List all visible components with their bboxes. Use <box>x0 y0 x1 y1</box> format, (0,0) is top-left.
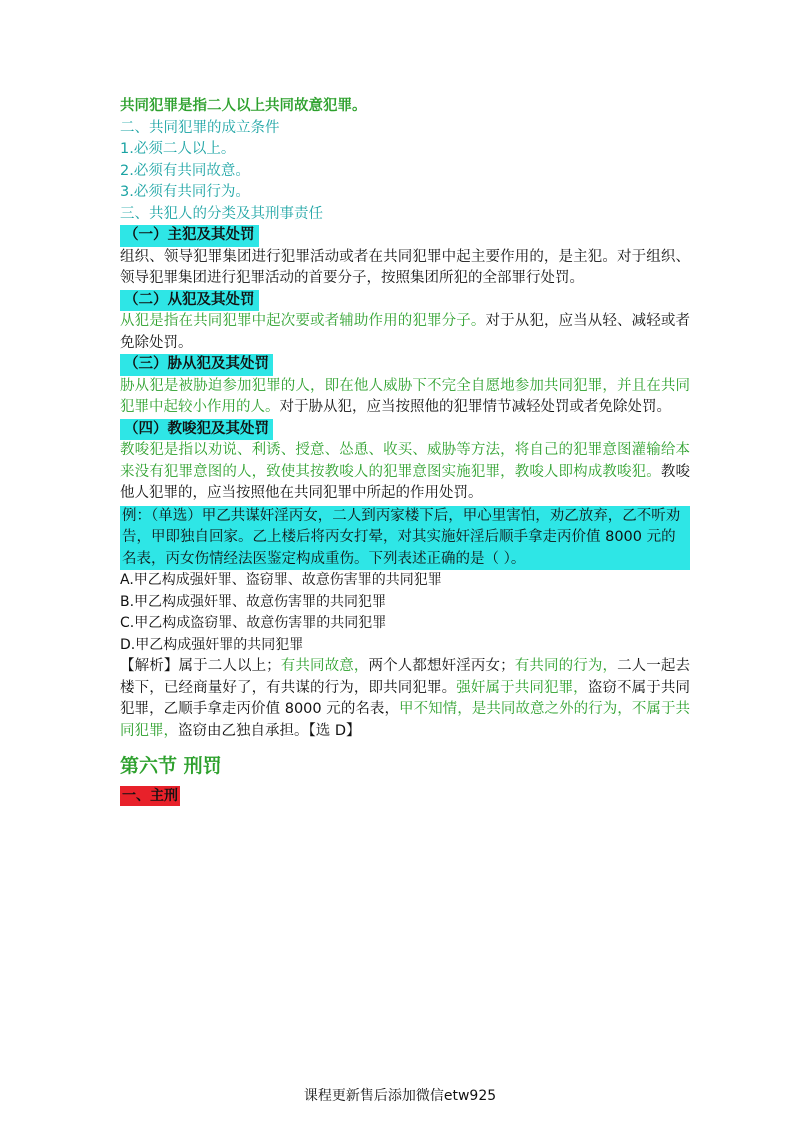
accessory-definition: 从犯是指在共同犯罪中起次要或者辅助作用的犯罪分子。 <box>120 313 486 329</box>
coerced-text <box>120 376 690 419</box>
coerced-definition: 胁从犯是被胁迫参加犯罪的人，即在他人威胁下不完全自愿地参加共同犯罪，并且在共同犯罪中起较小作用的人。 <box>120 377 690 415</box>
analysis-p3: 两个人都想奸淫丙女； <box>368 658 515 674</box>
option-d: D.甲乙构成强奸罪的共同犯罪 <box>120 636 304 653</box>
condition-2: 2.必须有共同故意。 <box>120 162 250 179</box>
condition-1: 1.必须二人以上。 <box>120 141 236 157</box>
instigator-penalty: 教唆他人犯罪的，应当按照他在共同犯罪中所起的作用处罚。 <box>120 463 691 501</box>
footer-note: 课程更新售后添加微信etw925 <box>303 1088 497 1104</box>
accessory-text <box>120 311 690 354</box>
option-b: B.甲乙构成强奸罪、故意伤害罪的共同犯罪 <box>120 593 387 610</box>
option-a: A.甲乙构成强奸罪、盗窃罪、故意伤害罪的共同犯罪 <box>120 572 442 588</box>
definition-line: 共同犯罪是指二人以上共同故意犯罪。 <box>120 98 367 114</box>
accessory-badge: （二）从犯及其处罚 <box>120 290 259 312</box>
accessory-penalty: 对于从犯，应当从轻、减轻或者免除处罚。 <box>120 313 691 351</box>
condition-3: 3.必须有共同行为。 <box>120 184 250 200</box>
analysis-p6: 强奸属于共同犯罪， <box>456 679 588 696</box>
heading-classification: 三、共犯人的分类及其刑事责任 <box>120 205 323 222</box>
analysis-p5: 二人一起去楼下，已经商量好了，有共谋的行为，即共同犯罪。 <box>120 658 691 696</box>
coerced-penalty: 对于胁从犯，应当按照他的犯罪情节减轻处罚或者免除处罚。 <box>279 399 671 415</box>
instigator-text <box>120 440 690 505</box>
subsection-badge: 一、主刑 <box>122 788 178 804</box>
section-title: 第六节 刑罚 <box>120 755 222 777</box>
option-c: C.甲乙构成盗窃罪、故意伤害罪的共同犯罪 <box>120 615 387 631</box>
example-question: 例：（单选）甲乙共谋奸淫丙女，二人到丙家楼下后，甲心里害怕，劝乙放弃，乙不听劝告，甲即独自回家。乙上楼后将丙女打晕，对其实施奸淫后顺手拿走丙价值 8000 元的名表，丙女伤情经法医鉴定构成重伤。下列表述正确的是（ ）。 <box>120 506 690 571</box>
principal-badge: （一）主犯及其处罚 <box>120 225 259 247</box>
principal-text: 组织、领导犯罪集团进行犯罪活动或者在共同犯罪中起主要作用的，是主犯。对于组织、领导犯罪集团进行犯罪活动的首要分子，按照集团所犯的全部罪行处罚。 <box>120 248 690 286</box>
analysis-p4: 有共同的行为， <box>514 658 618 674</box>
analysis-p9: 盗窃由乙独自承担。【选 D】 <box>178 722 361 739</box>
analysis-text <box>120 656 690 742</box>
instigator-badge: （四）教唆犯及其处罚 <box>120 419 273 441</box>
coerced-badge: （三）胁从犯及其处罚 <box>120 354 273 376</box>
analysis-p7: 盗窃不属于共同犯罪，乙顺手拿走丙价值 8000 元的名表， <box>120 679 691 717</box>
instigator-definition: 教唆犯是指以劝说、利诱、授意、怂恿、收买、威胁等方法，将自己的犯罪意图灌输给本来没有犯罪意图的人，致使其按教唆人的犯罪意图实施犯罪，教唆人即构成教唆犯。 <box>120 442 690 480</box>
document-body <box>120 96 690 806</box>
analysis-p8: 甲不知情，是共同故意之外的行为，不属于共同犯罪， <box>120 701 690 739</box>
heading-conditions: 二、共同犯罪的成立条件 <box>120 119 280 136</box>
analysis-p1: 【解析】属于二人以上； <box>120 658 281 674</box>
analysis-p2: 有共同故意， <box>280 658 369 674</box>
